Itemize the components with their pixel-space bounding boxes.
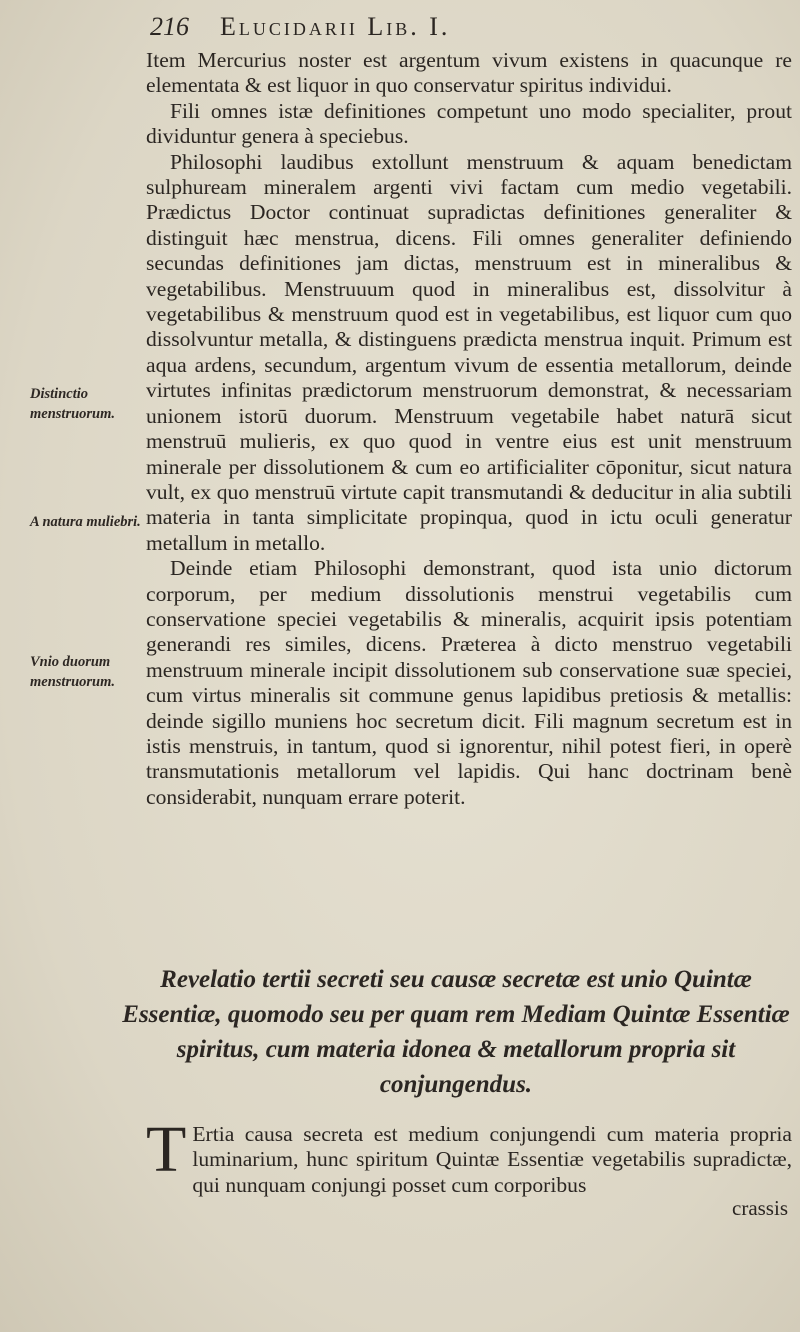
margin-note-distinctio: Distinctio menstruorum. bbox=[30, 386, 116, 422]
page-header bbox=[150, 12, 790, 46]
main-text bbox=[146, 48, 792, 810]
paragraph: Fili omnes istæ definitiones competunt uno modo specialiter, prout dividuntur genera à speciebus. bbox=[146, 98, 792, 149]
paragraph: Deinde etiam Philosophi demonstrant, quod ista unio dictorum corporum, per medium dissolutionis menstrui vegetabilis cum conservatione speciei vegetabilis & mineralis, acquirit ipsis potentiam generandi res similes, dicens. Præterea à dicto menstruo vegetabili menstruum minerale incipit dissolutionem sub conservatione suæ speciei, cum virtus mineralis sit commune genus lapidibus pretiosis & metallis: deinde sigillo muniens hoc secretum dicit. Fili magnum secretum est in istis menstruis, in tantum, quod si ignorentur, nihil potest fieri, in operè transmutationis metallorum vel lapidis. Qui hanc doctrinam benè considerabit, nunquam errare poterit. bbox=[146, 556, 792, 809]
page-number: 216 bbox=[150, 12, 189, 41]
paragraph: Philosophi laudibus extollunt menstruum & aquam benedictam sulphuream mineralem argenti vivi factam cum medio vegetabili. Prædictus Doctor continuat supradictas definitiones generaliter & distinguit hæc menstrua, dicens. Fili omnes generaliter definiendo secundas definitiones jam dictas, menstruum est in mineralibus & vegetabilibus. Menstruuum quod in mineralibus est, dissolvitur à vegetabilibus & menstruum quod est in vegetabilibus, est liquor cum quo dissolvuntur metalla, & distinguens prædicta menstrua inquit. Primum est aqua ardens, secundum, argentum vivum de essentia metallorum, deinde virtutes infinitas prædictorum menstruorum demonstrat, & necessariam unionem istorū duorum. Menstruum vegetabile habet naturā sicut menstruū mulieris, ex quo quod in ventre eius est unit menstruum minerale per dissolutionem & cum eo artificialiter cōponitur, sicut natura vult, ex quo menstruū virtute capit transmutandi & deducitur in alia subtili materia in tanta simplicitate propinqua, quod in ictu oculi generatur metallum in metallo. bbox=[146, 149, 792, 555]
section-title: Revelatio tertii secreti seu causæ secretæ est unio Quintæ Essentiæ, quomodo seu per quam rem Mediam Quintæ Essentiæ spiritus, cum materia idonea & metallorum propria sit conjungendus. bbox=[122, 966, 790, 1098]
catchword: crassis bbox=[732, 1196, 788, 1220]
final-paragraph: Ertia causa secreta est medium conjungendi cum materia propria luminarium, hunc spiritum Quintæ Essentiæ vegetabilis supradictæ, qui nunquam conjungi posset cum corporibus bbox=[192, 1122, 792, 1197]
margin-note-unio: Vnio duorum menstruorum. bbox=[30, 654, 116, 690]
paragraph: Item Mercurius noster est argentum vivum existens in quacunque re elementata & est liquor in quo conservatur spiritus individui. bbox=[146, 48, 792, 98]
running-head: Elucidarii Lib. I. bbox=[220, 12, 451, 41]
final-paragraph-block bbox=[146, 1113, 792, 1198]
margin-note-natura: A natura muliebri. bbox=[30, 514, 141, 530]
drop-cap: T bbox=[146, 1113, 187, 1186]
